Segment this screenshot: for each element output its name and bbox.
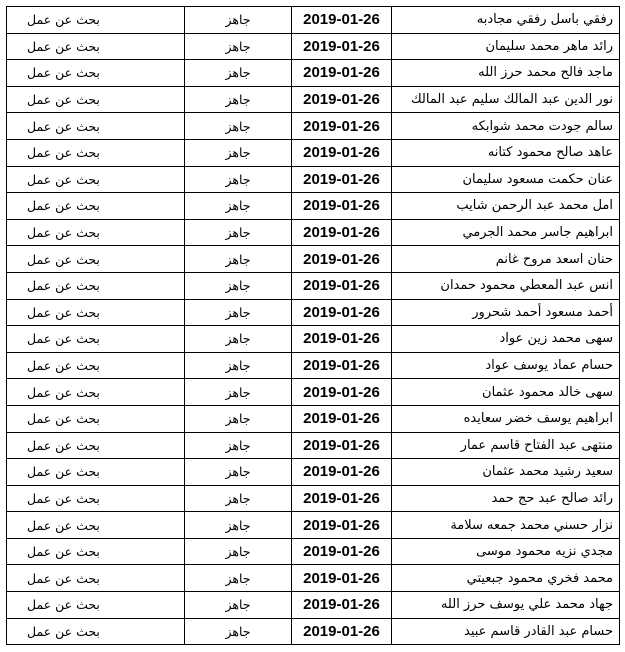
status-cell: جاهز: [185, 592, 292, 619]
purpose-cell: بحث عن عمل: [7, 193, 185, 220]
purpose-cell: بحث عن عمل: [7, 538, 185, 565]
name-cell: حنان اسعد مروح غانم: [392, 246, 620, 273]
purpose-cell: بحث عن عمل: [7, 166, 185, 193]
date-cell: 2019-01-26: [292, 7, 392, 34]
table-row: [7, 60, 620, 87]
date-cell: 2019-01-26: [292, 405, 392, 432]
name-cell: نزار حسني محمد جمعه سلامة: [392, 512, 620, 539]
purpose-cell: بحث عن عمل: [7, 432, 185, 459]
date-cell: 2019-01-26: [292, 33, 392, 60]
name-cell: رائد ماهر محمد سليمان: [392, 33, 620, 60]
status-cell: جاهز: [185, 618, 292, 645]
status-cell: جاهز: [185, 352, 292, 379]
status-cell: جاهز: [185, 7, 292, 34]
date-cell: 2019-01-26: [292, 193, 392, 220]
name-cell: عاهد صالح محمود كتانه: [392, 139, 620, 166]
table-row: [7, 113, 620, 140]
status-cell: جاهز: [185, 272, 292, 299]
date-cell: 2019-01-26: [292, 512, 392, 539]
date-cell: 2019-01-26: [292, 166, 392, 193]
purpose-cell: بحث عن عمل: [7, 7, 185, 34]
table-row: [7, 166, 620, 193]
purpose-cell: بحث عن عمل: [7, 246, 185, 273]
date-cell: 2019-01-26: [292, 485, 392, 512]
status-cell: جاهز: [185, 86, 292, 113]
purpose-cell: بحث عن عمل: [7, 618, 185, 645]
name-cell: سهى خالد محمود عثمان: [392, 379, 620, 406]
table-row: [7, 33, 620, 60]
purpose-cell: بحث عن عمل: [7, 219, 185, 246]
date-cell: 2019-01-26: [292, 459, 392, 486]
status-cell: جاهز: [185, 246, 292, 273]
name-cell: سعيد رشيد محمد عثمان: [392, 459, 620, 486]
name-cell: محمد فخري محمود جبعيتي: [392, 565, 620, 592]
purpose-cell: بحث عن عمل: [7, 33, 185, 60]
name-cell: حسام عماد يوسف عواد: [392, 352, 620, 379]
purpose-cell: بحث عن عمل: [7, 139, 185, 166]
name-cell: ابراهيم جاسر محمد الجرمي: [392, 219, 620, 246]
table-row: [7, 618, 620, 645]
name-cell: ابراهيم يوسف خضر سعايده: [392, 405, 620, 432]
date-cell: 2019-01-26: [292, 352, 392, 379]
status-cell: جاهز: [185, 219, 292, 246]
purpose-cell: بحث عن عمل: [7, 459, 185, 486]
date-cell: 2019-01-26: [292, 618, 392, 645]
table-row: [7, 7, 620, 34]
status-cell: جاهز: [185, 60, 292, 87]
status-cell: جاهز: [185, 299, 292, 326]
date-cell: 2019-01-26: [292, 326, 392, 353]
purpose-cell: بحث عن عمل: [7, 86, 185, 113]
date-cell: 2019-01-26: [292, 246, 392, 273]
table-row: [7, 538, 620, 565]
name-cell: حسام عبد القادر قاسم عبيد: [392, 618, 620, 645]
table-row: [7, 272, 620, 299]
purpose-cell: بحث عن عمل: [7, 60, 185, 87]
name-cell: رفقي باسل رفقي مجادبه: [392, 7, 620, 34]
status-cell: جاهز: [185, 139, 292, 166]
records-table: [6, 6, 620, 645]
date-cell: 2019-01-26: [292, 565, 392, 592]
purpose-cell: بحث عن عمل: [7, 592, 185, 619]
name-cell: ماجد فالح محمد حرز الله: [392, 60, 620, 87]
table-row: [7, 565, 620, 592]
name-cell: انس عبد المعطي محمود حمدان: [392, 272, 620, 299]
name-cell: سالم جودت محمد شوابكه: [392, 113, 620, 140]
document-sheet: [6, 6, 619, 646]
date-cell: 2019-01-26: [292, 272, 392, 299]
status-cell: جاهز: [185, 193, 292, 220]
status-cell: جاهز: [185, 405, 292, 432]
date-cell: 2019-01-26: [292, 379, 392, 406]
name-cell: منتهى عبد الفتاح قاسم عمار: [392, 432, 620, 459]
table-row: [7, 139, 620, 166]
name-cell: جهاد محمد علي يوسف حرز الله: [392, 592, 620, 619]
date-cell: 2019-01-26: [292, 219, 392, 246]
purpose-cell: بحث عن عمل: [7, 512, 185, 539]
table-row: [7, 432, 620, 459]
status-cell: جاهز: [185, 565, 292, 592]
status-cell: جاهز: [185, 459, 292, 486]
table-row: [7, 459, 620, 486]
date-cell: 2019-01-26: [292, 86, 392, 113]
date-cell: 2019-01-26: [292, 60, 392, 87]
date-cell: 2019-01-26: [292, 432, 392, 459]
date-cell: 2019-01-26: [292, 139, 392, 166]
name-cell: سهى محمد زين عواد: [392, 326, 620, 353]
date-cell: 2019-01-26: [292, 299, 392, 326]
table-row: [7, 352, 620, 379]
purpose-cell: بحث عن عمل: [7, 565, 185, 592]
purpose-cell: بحث عن عمل: [7, 485, 185, 512]
purpose-cell: بحث عن عمل: [7, 352, 185, 379]
table-row: [7, 86, 620, 113]
table-row: [7, 299, 620, 326]
table-row: [7, 405, 620, 432]
purpose-cell: بحث عن عمل: [7, 113, 185, 140]
table-row: [7, 485, 620, 512]
name-cell: امل محمد عبد الرحمن شايب: [392, 193, 620, 220]
purpose-cell: بحث عن عمل: [7, 379, 185, 406]
status-cell: جاهز: [185, 379, 292, 406]
table-row: [7, 512, 620, 539]
name-cell: أحمد مسعود أحمد شحرور: [392, 299, 620, 326]
table-row: [7, 193, 620, 220]
status-cell: جاهز: [185, 432, 292, 459]
date-cell: 2019-01-26: [292, 113, 392, 140]
status-cell: جاهز: [185, 485, 292, 512]
status-cell: جاهز: [185, 113, 292, 140]
table-row: [7, 219, 620, 246]
name-cell: مجدي نزيه محمود موسى: [392, 538, 620, 565]
purpose-cell: بحث عن عمل: [7, 405, 185, 432]
status-cell: جاهز: [185, 33, 292, 60]
purpose-cell: بحث عن عمل: [7, 272, 185, 299]
status-cell: جاهز: [185, 512, 292, 539]
records-table-body: [7, 7, 620, 645]
purpose-cell: بحث عن عمل: [7, 326, 185, 353]
date-cell: 2019-01-26: [292, 592, 392, 619]
name-cell: رائد صالح عبد حج حمد: [392, 485, 620, 512]
status-cell: جاهز: [185, 326, 292, 353]
table-row: [7, 379, 620, 406]
table-row: [7, 246, 620, 273]
name-cell: نور الدين عبد المالك سليم عبد المالك: [392, 86, 620, 113]
date-cell: 2019-01-26: [292, 538, 392, 565]
name-cell: عنان حكمت مسعود سليمان: [392, 166, 620, 193]
table-row: [7, 592, 620, 619]
status-cell: جاهز: [185, 166, 292, 193]
status-cell: جاهز: [185, 538, 292, 565]
table-row: [7, 326, 620, 353]
purpose-cell: بحث عن عمل: [7, 299, 185, 326]
